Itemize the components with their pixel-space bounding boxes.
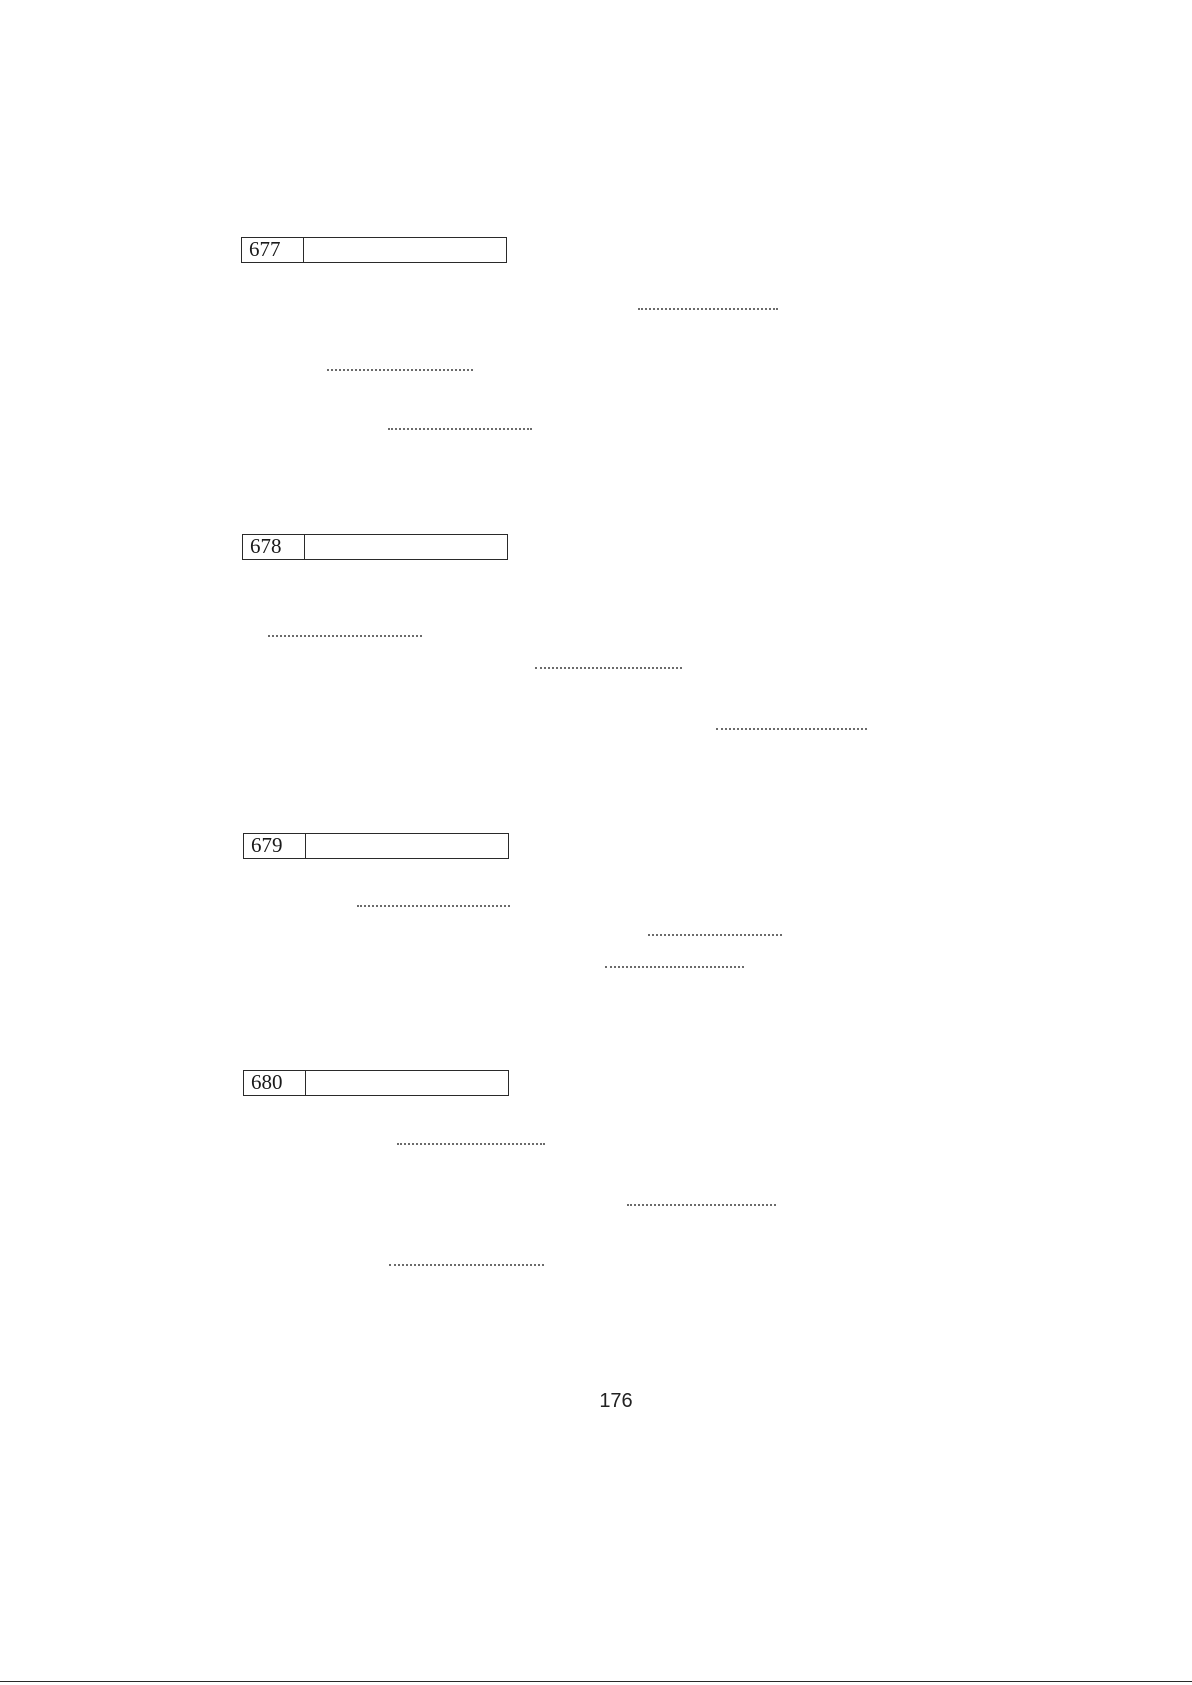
answer-blank[interactable] (535, 667, 682, 669)
answer-blank[interactable] (605, 966, 744, 968)
bottom-rule (0, 1681, 1192, 1682)
exercise-title-blank[interactable] (306, 834, 508, 858)
exercise-number: 677 (242, 238, 304, 262)
page-number: 176 (599, 1390, 633, 1412)
exercise-number: 679 (244, 834, 306, 858)
exercise-number: 680 (244, 1071, 306, 1095)
answer-blank[interactable] (327, 369, 473, 371)
answer-blank[interactable] (638, 308, 778, 310)
exercise-title-blank[interactable] (305, 535, 507, 559)
exercise-header-677 (241, 237, 507, 263)
answer-blank[interactable] (389, 1264, 544, 1266)
answer-blank[interactable] (648, 934, 782, 936)
answer-blank[interactable] (268, 635, 422, 637)
answer-blank[interactable] (357, 905, 510, 907)
exercise-header-679 (243, 833, 509, 859)
exercise-title-blank[interactable] (306, 1071, 508, 1095)
answer-blank[interactable] (716, 728, 867, 730)
exercise-header-680 (243, 1070, 509, 1096)
answer-blank[interactable] (397, 1143, 545, 1145)
answer-blank[interactable] (388, 428, 532, 430)
answer-blank[interactable] (627, 1204, 776, 1206)
exercise-number: 678 (243, 535, 305, 559)
exercise-header-678 (242, 534, 508, 560)
exercise-title-blank[interactable] (304, 238, 506, 262)
